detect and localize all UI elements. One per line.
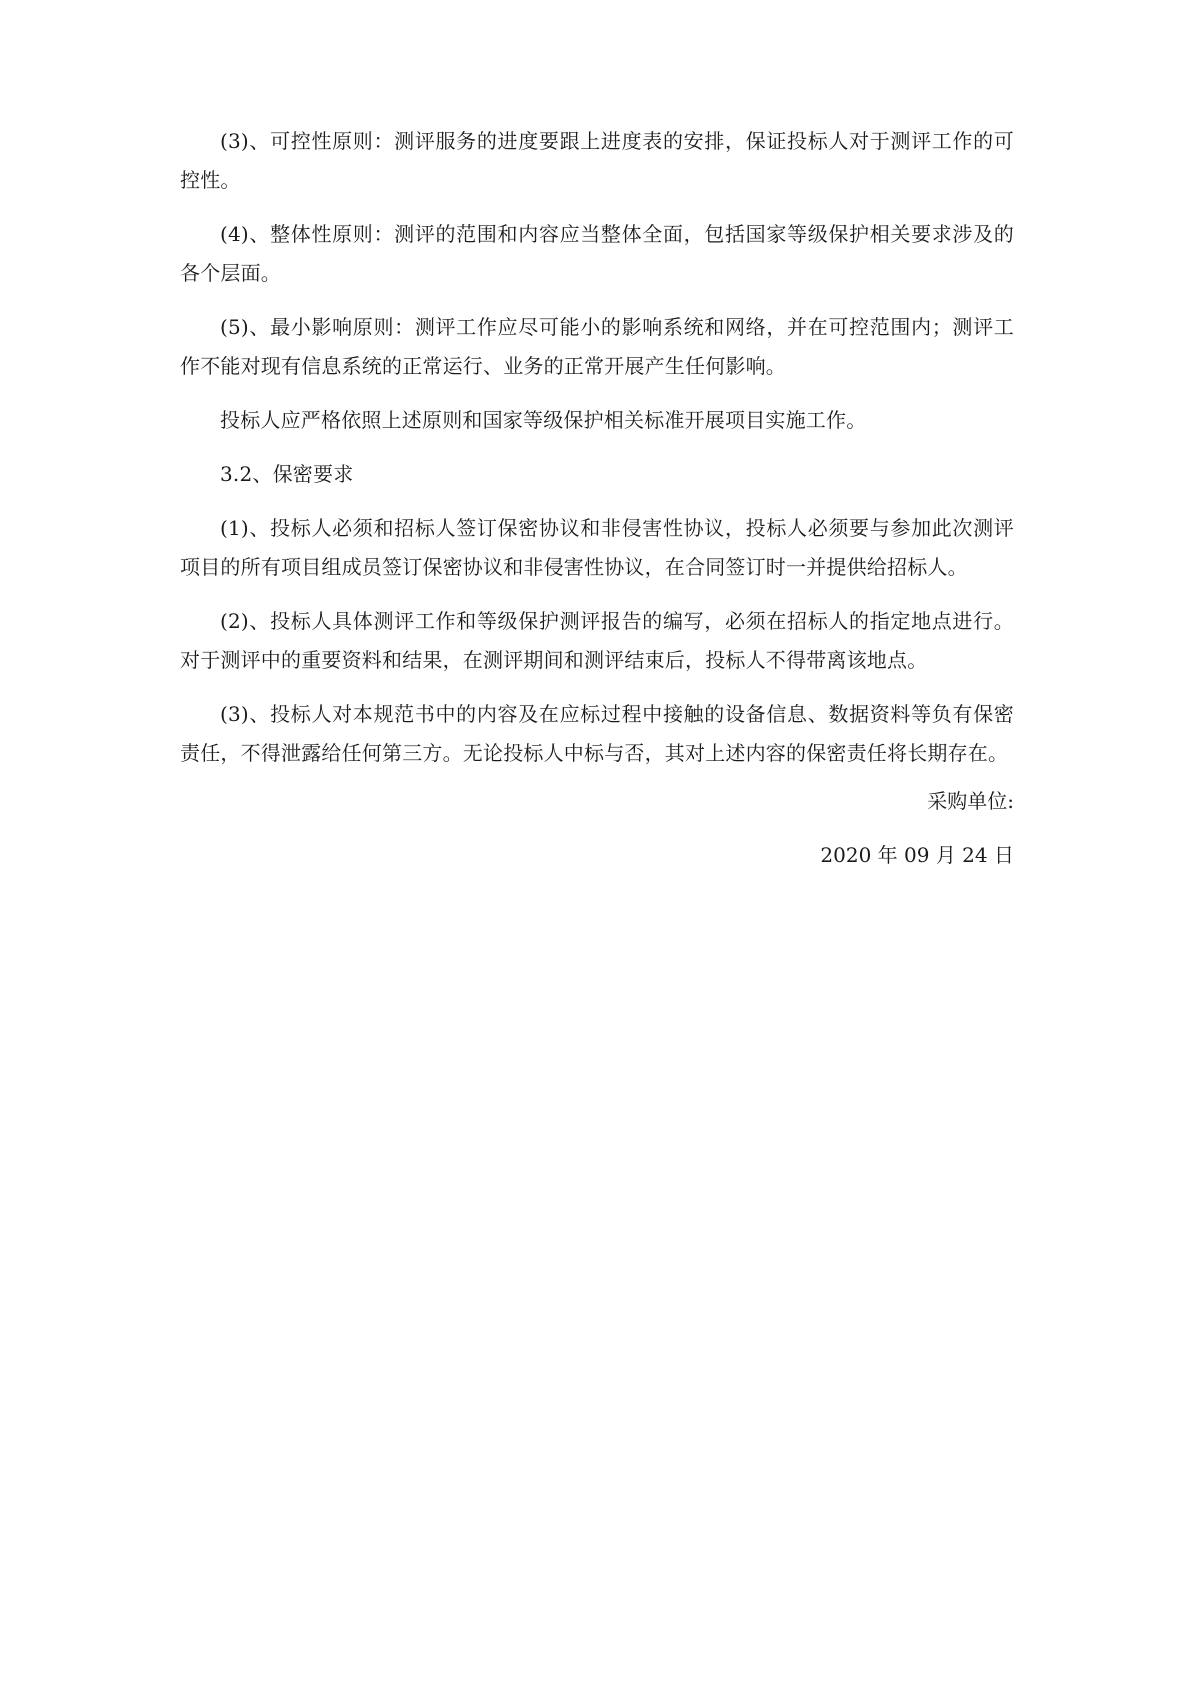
paragraph-compliance-statement: 投标人应严格依照上述原则和国家等级保护相关标准开展项目实施工作。: [220, 408, 867, 432]
paragraph-confidentiality-agreement: (1)、投标人必须和招标人签订保密协议和非侵害性协议，投标人必须要与参加此次测评项目的所有项目组成员签订保密协议和非侵害性协议，在合同签订时一并提供给招标人。: [180, 516, 1014, 579]
paragraph-integrity-principle: (4)、整体性原则：测评的范围和内容应当整体全面，包括国家等级保护相关要求涉及的各个层面。: [180, 222, 1014, 285]
paragraph-confidentiality-responsibility: (3)、投标人对本规范书中的内容及在应标过程中接触的设备信息、数据资料等负有保密责任，不得泄露给任何第三方。无论投标人中标与否，其对上述内容的保密责任将长期存在。: [180, 702, 1014, 765]
signature-block: [820, 782, 1014, 890]
paragraph-minimal-impact-principle: (5)、最小影响原则：测评工作应尽可能小的影响系统和网络，并在可控范围内；测评工作不能对现有信息系统的正常运行、业务的正常开展产生任何影响。: [180, 315, 1014, 378]
document-body: [180, 122, 1014, 788]
paragraph-controllability-principle: (3)、可控性原则：测评服务的进度要跟上进度表的安排，保证投标人对于测评工作的可控性。: [180, 129, 1014, 192]
section-heading-confidentiality: 3.2、保密要求: [220, 462, 354, 486]
purchasing-unit-label: 采购单位:: [927, 789, 1014, 813]
paragraph-designated-location: (2)、投标人具体测评工作和等级保护测评报告的编写，必须在招标人的指定地点进行。对于测评中的重要资料和结果，在测评期间和测评结束后，投标人不得带离该地点。: [180, 609, 1014, 672]
signature-date: 2020 年 09 月 24 日: [820, 843, 1014, 867]
